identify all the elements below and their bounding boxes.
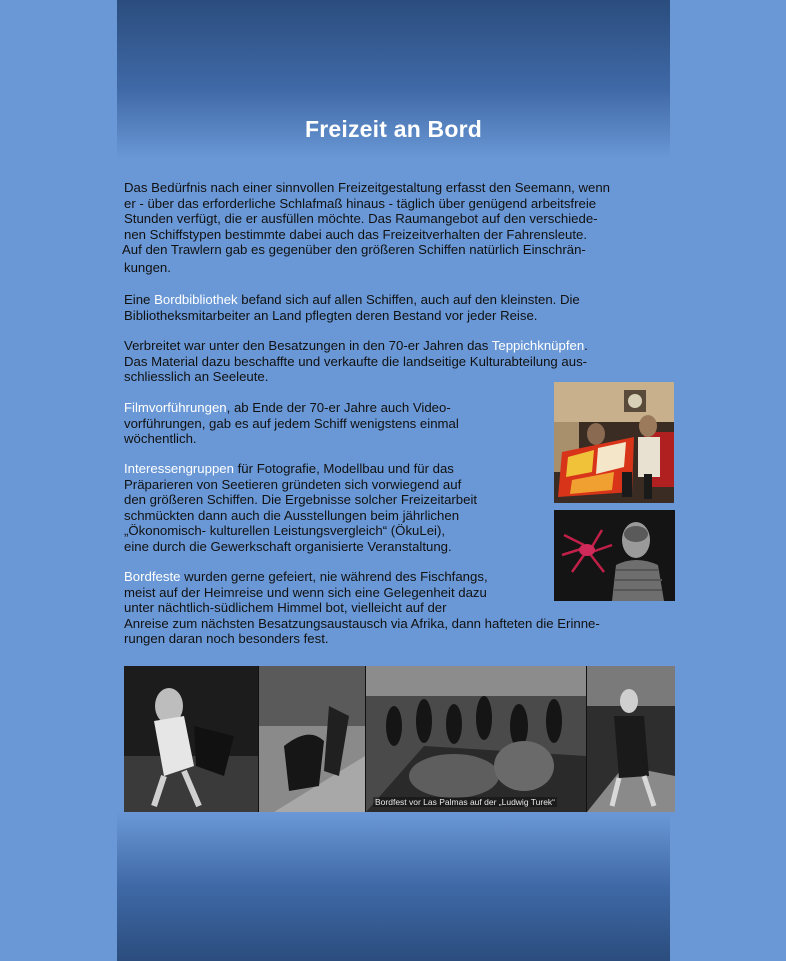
carpet-pre: Verbreitet war unter den Besatzungen in den 70-er Jahren das	[124, 338, 492, 353]
festivals-line: meist auf der Heimreise und wenn sich eine Gelegenheit dazu	[124, 584, 487, 600]
intro-paragraph	[124, 180, 684, 276]
interest-line	[124, 461, 544, 477]
festivals-line: rungen daran noch besonders fest.	[124, 631, 329, 647]
library-paragraph	[124, 292, 684, 323]
intro-line: Das Bedürfnis nach einer sinnvollen Freizeitgestaltung erfasst den Seemann, wenn	[124, 180, 611, 195]
films-line1: , ab Ende der 70-er Jahre auch Video-	[226, 400, 451, 415]
intro-line: Stunden verfügt, die er ausfüllen möchte. Das Raumangebot auf den verschiede-	[124, 211, 598, 227]
carpet-line	[124, 338, 684, 354]
specimen-photo-image	[554, 510, 675, 601]
library-pre: Eine	[124, 292, 155, 307]
carpet-post: .	[584, 338, 588, 353]
festivals-line: unter nächtlich-südlichem Himmel bot, vielleicht auf der	[124, 600, 447, 616]
library-line1: befand sich auf allen Schiffen, auch auf den kleinsten. Die	[237, 292, 580, 307]
interest-line: den größeren Schiffen. Die Ergebnisse solcher Freizeitarbeit	[124, 492, 478, 508]
festivals-line: Anreise zum nächsten Besatzungsaustausch via Afrika, dann hafteten die Erinne-	[124, 615, 600, 631]
carpet-paragraph	[124, 338, 684, 385]
strip-caption: Bordfest vor Las Palmas auf der „Ludwig Turek“	[375, 797, 555, 807]
intro-line: er - über das erforderliche Schlafmaß hinaus - täglich über genügend arbeitsfreie	[124, 195, 597, 211]
specimen-photo	[554, 510, 675, 601]
intro-line: nen Schiffstypen bestimmte dabei auch das Freizeitverhalten der Fahrensleute.	[124, 226, 588, 242]
festival-photo-strip	[124, 666, 675, 812]
festivals-line1: wurden gerne gefeiert, nie während des Fischfangs,	[180, 569, 488, 584]
footer-gradient	[117, 812, 670, 961]
intro-line: kungen.	[124, 259, 171, 275]
page-title: Freizeit an Bord	[304, 116, 482, 142]
interest-line: schmückten dann auch die Ausstellungen beim jährlichen	[124, 507, 460, 523]
films-highlight: Filmvorführungen	[124, 400, 227, 415]
festivals-highlight: Bordfeste	[124, 569, 181, 584]
interest-paragraph	[124, 461, 544, 555]
films-paragraph	[124, 400, 544, 447]
interest-highlight: Interessengruppen	[124, 461, 234, 476]
library-highlight: Bordbibliothek	[154, 292, 238, 307]
films-line: wöchentlich.	[124, 431, 197, 447]
interest-line: eine durch die Gewerkschaft organisierte Veranstaltung.	[124, 538, 452, 554]
intro-line: Auf den Trawlern gab es gegenüber den größeren Schiffen natürlich Einschrän-	[122, 242, 586, 258]
library-line	[124, 292, 684, 308]
carpet-line: Das Material dazu beschaffte und verkaufte die landseitige Kulturabteilung aus-	[124, 353, 588, 369]
interest-line: Präparieren von Seetieren gründeten sich vorwiegend auf	[124, 476, 462, 492]
carpet-photo	[554, 382, 674, 503]
carpet-photo-image	[554, 382, 674, 503]
films-line: vorführungen, gab es auf jedem Schiff wenigstens einmal	[124, 415, 459, 431]
films-line	[124, 400, 544, 416]
interest-line1: für Fotografie, Modellbau und für das	[233, 461, 454, 476]
library-line: Bibliotheksmitarbeiter an Land pflegten deren Bestand vor jeder Reise.	[124, 307, 538, 323]
carpet-highlight: Teppichknüpfen	[491, 338, 585, 353]
interest-line: „Ökonomisch- kulturellen Leistungsvergleich“ (ÖkuLei),	[124, 523, 446, 539]
festival-photo-strip-image	[124, 666, 675, 812]
carpet-line: schliesslich an Seeleute.	[124, 369, 269, 385]
